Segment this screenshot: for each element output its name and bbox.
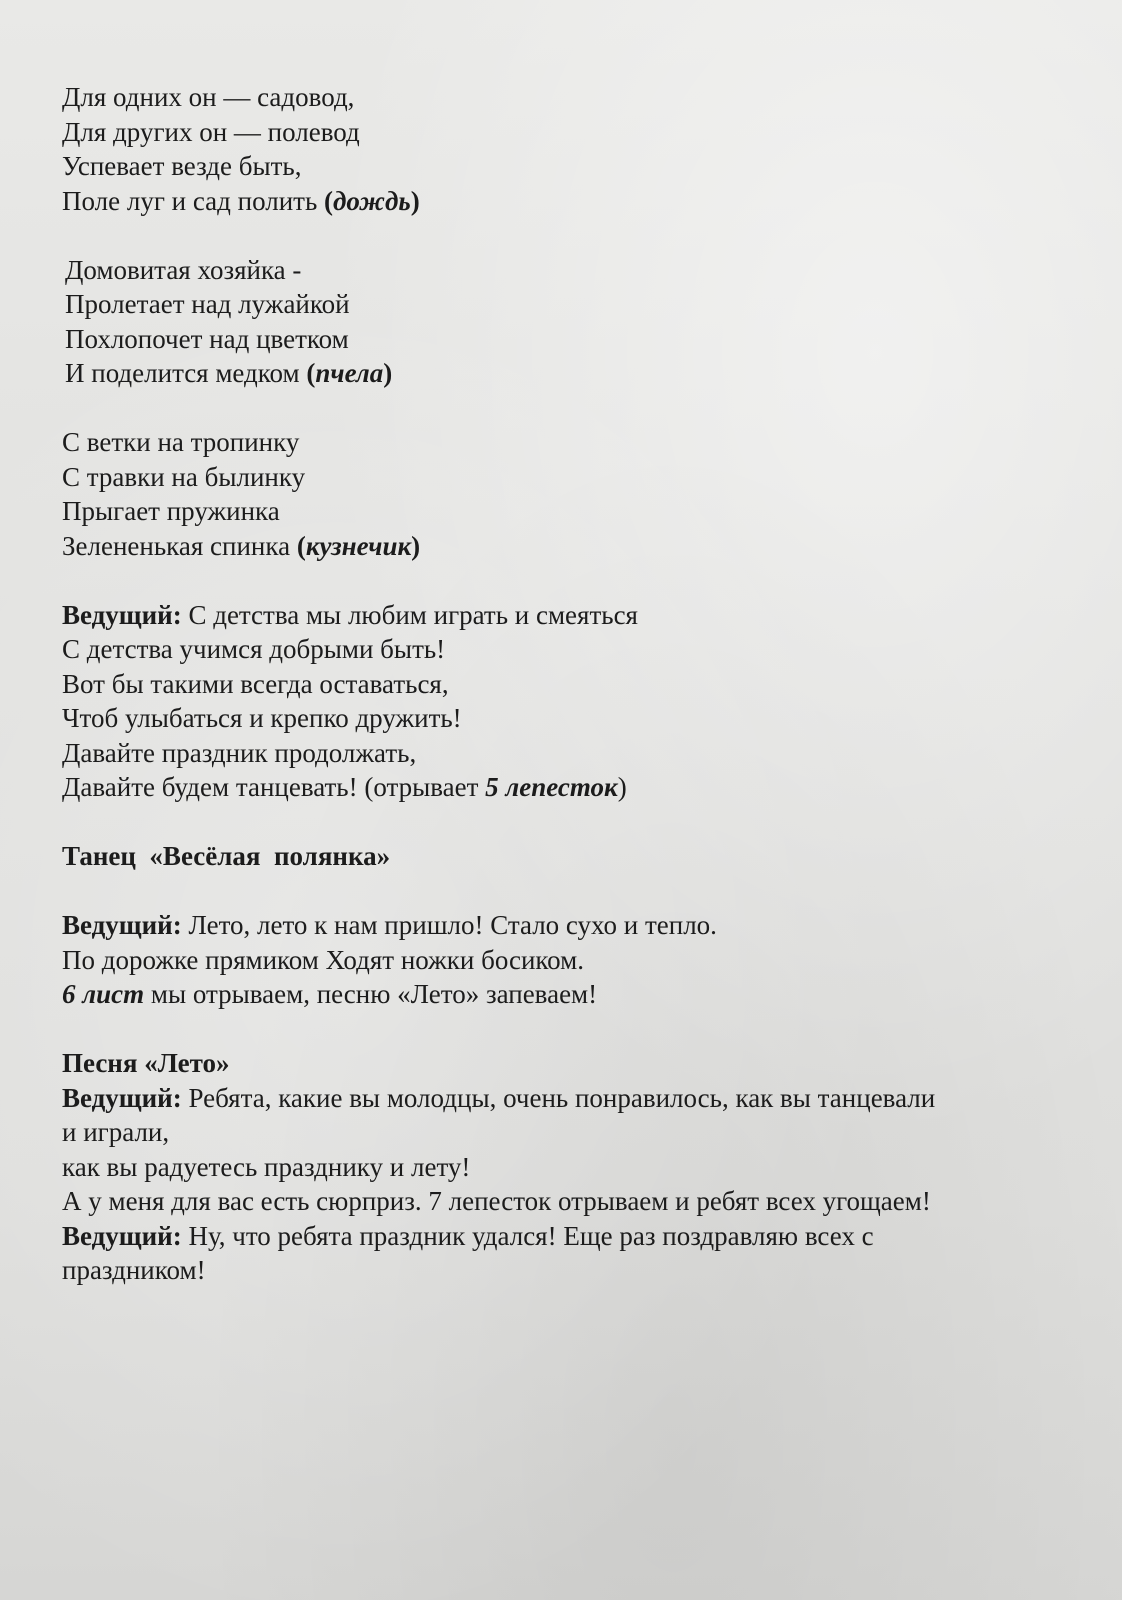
speech-line: и играли, — [62, 1117, 170, 1147]
riddle-line: Пролетает над лужайкой — [65, 289, 350, 319]
host-speech-3 — [62, 1081, 1072, 1219]
speech-text: мы отрываем, песню «Лето» запеваем! — [144, 979, 598, 1009]
host-speech-2 — [62, 908, 1072, 1012]
speaker-label: Ведущий: — [62, 910, 182, 940]
host-speech-1 — [62, 598, 1072, 805]
riddle-line: Для других он — полевод — [62, 116, 360, 147]
riddle-line: Домовитая хозяйка - — [65, 254, 302, 285]
speech-line — [62, 770, 1072, 805]
petal-instruction: 5 лепесток — [485, 772, 618, 802]
song-title-text: Песня «Лето» — [62, 1048, 230, 1078]
speech-text: Лето, лето к нам пришло! Стало сухо и тепло. — [181, 910, 717, 940]
riddle-grasshopper — [62, 425, 1072, 563]
speech-line — [62, 598, 1072, 633]
riddle-line — [62, 529, 1072, 564]
speaker-label: Ведущий: — [62, 599, 182, 630]
document-text — [62, 80, 1072, 1288]
answer-open-paren: ( — [324, 185, 334, 216]
speech-line — [62, 908, 1072, 943]
riddle-text: Зелененькая спинка — [62, 530, 297, 561]
speech-line: С детства учимся добрыми быть! — [62, 634, 446, 664]
riddle-line: С ветки на тропинку — [62, 427, 300, 457]
riddle-answer: дождь — [333, 185, 411, 216]
answer-close-paren: ) — [383, 358, 393, 388]
speech-line: как вы радуетесь празднику и лету! — [62, 1151, 471, 1182]
speaker-label: Ведущий: — [62, 1220, 182, 1251]
answer-close-paren: ) — [410, 185, 420, 216]
song-title — [62, 1046, 1072, 1081]
riddle-text: Поле луг и сад полить — [62, 185, 325, 216]
riddle-rain — [62, 80, 1072, 218]
speech-text: С детства мы любим играть и смеяться — [181, 599, 638, 630]
answer-open-paren: ( — [296, 530, 306, 561]
riddle-line: Для одних он — садовод, — [62, 82, 355, 112]
riddle-line: Успевает везде быть, — [62, 151, 302, 181]
riddle-answer: пчела — [315, 358, 384, 388]
speech-line: праздником! — [62, 1255, 206, 1285]
speech-line — [62, 1219, 1072, 1254]
speech-line — [62, 977, 1072, 1012]
leaf-instruction: 6 лист — [62, 979, 145, 1009]
riddle-answer: кузнечик — [305, 530, 412, 561]
speech-text: Давайте будем танцевать! (отрывает — [62, 772, 486, 802]
speech-line: А у меня для вас есть сюрприз. 7 лепесток отрываем и ребят всех угощаем! — [62, 1186, 931, 1216]
speech-text: Ребята, какие вы молодцы, очень понравилось, как вы танцевали — [181, 1082, 936, 1113]
riddle-line: С травки на былинку — [62, 461, 306, 492]
speech-line: Вот бы такими всегда оставаться, — [62, 668, 449, 699]
riddle-line: Прыгает пружинка — [62, 496, 280, 526]
riddle-line: Похлопочет над цветком — [65, 323, 349, 354]
riddle-text: И поделится медком — [65, 358, 307, 388]
speaker-label: Ведущий: — [62, 1082, 182, 1113]
speech-line: Чтоб улыбаться и крепко дружить! — [62, 703, 462, 733]
riddle-bee — [62, 253, 1072, 391]
speech-text: Ну, что ребята праздник удался! Еще раз поздравляю всех с — [181, 1220, 874, 1251]
host-speech-4 — [62, 1219, 1072, 1288]
answer-close-paren: ) — [411, 530, 421, 561]
riddle-line — [65, 356, 1072, 391]
riddle-line — [62, 184, 1072, 219]
speech-line: Давайте праздник продолжать, — [62, 737, 417, 768]
speech-line — [62, 1081, 1072, 1116]
speech-line: По дорожке прямиком Ходят ножки босиком. — [62, 944, 585, 975]
dance-title — [62, 839, 1072, 874]
answer-open-paren: ( — [306, 358, 316, 388]
speech-text: ) — [617, 772, 627, 802]
dance-title-text: Танец «Весёлая полянка» — [62, 841, 391, 871]
